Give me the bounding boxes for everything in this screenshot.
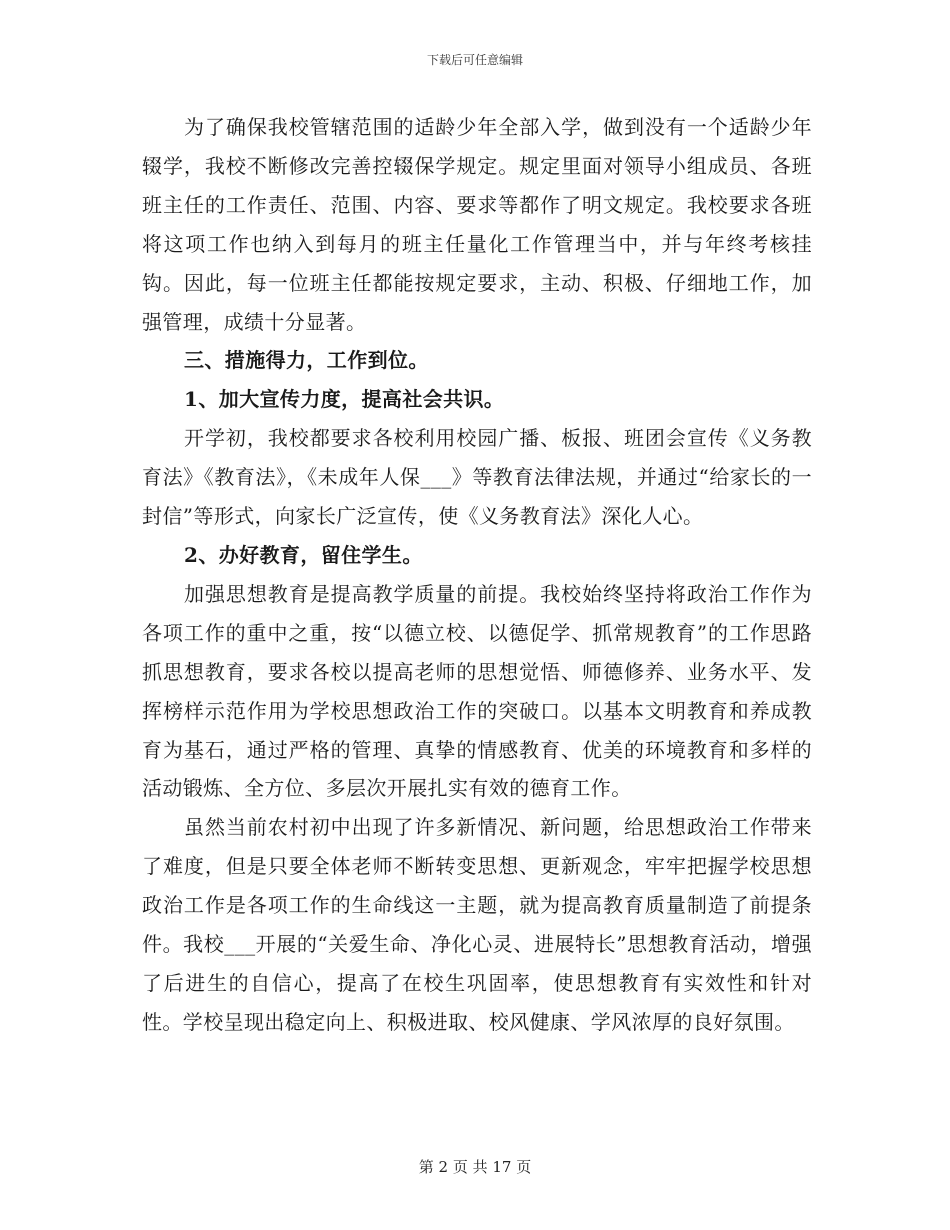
section-heading-measures: 三、措施得力，工作到位。 xyxy=(184,348,429,373)
document-body xyxy=(142,108,812,1042)
page-number-footer: 第 2 页 共 17 页 xyxy=(418,1158,532,1176)
subheading-run-education-well: 2、办好教育，留住学生。 xyxy=(184,542,423,567)
paragraph-dropout-policy: 为了确保我校管辖范围的适龄少年全部入学，做到没有一个适龄少年辍学，我校不断修改完善控辍保学规定。规定里面对领导小组成员、各班班主任的工作责任、范围、内容、要求等都作了明文规定。我校要求各班将这项工作也纳入到每月的班主任量化工作管理当中，并与年终考核挂钩。因此，每一位班主任都能按规定要求，主动、积极、仔细地工作，加强管理，成绩十分显著。 xyxy=(142,115,812,334)
page-header-note: 下载后可任意编辑 xyxy=(426,53,523,67)
paragraph-rural-challenges: 虽然当前农村初中出现了许多新情况、新问题，给思想政治工作带来了难度，但是只要全体老师不断转变思想、更新观念，牢牢把握学校思想政治工作是各项工作的生命线这一主题，就为提高教育质量制造了前提条件。我校___开展的“关爱生命、净化心灵、进展特长”思想教育活动，增强了后进生的自信心，提高了在校生巩固率，使思想教育有实效性和针对性。学校呈现出稳定向上、积极进取、校风健康、学风浓厚的良好氛围。 xyxy=(142,815,812,1034)
subheading-publicity: 1、加大宣传力度，提高社会共识。 xyxy=(184,387,505,412)
paragraph-publicity: 开学初，我校都要求各校利用校园广播、板报、班团会宣传《义务教育法》《教育法》，《未成年人保___》等教育法律法规，并通过“给家长的一封信”等形式，向家长广泛宣传，使《义务教育法》深化人心。 xyxy=(142,426,812,529)
paragraph-ideological-education: 加强思想教育是提高教学质量的前提。我校始终坚持将政治工作作为各项工作的重中之重，按“以德立校、以德促学、抓常规教育”的工作思路抓思想教育，要求各校以提高老师的思想觉悟、师德修养、业务水平、发挥榜样示范作用为学校思想政治工作的突破口。以基本文明教育和养成教育为基石，通过严格的管理、真挚的情感教育、优美的环境教育和多样的活动锻炼、全方位、多层次开展扎实有效的德育工作。 xyxy=(142,581,812,801)
